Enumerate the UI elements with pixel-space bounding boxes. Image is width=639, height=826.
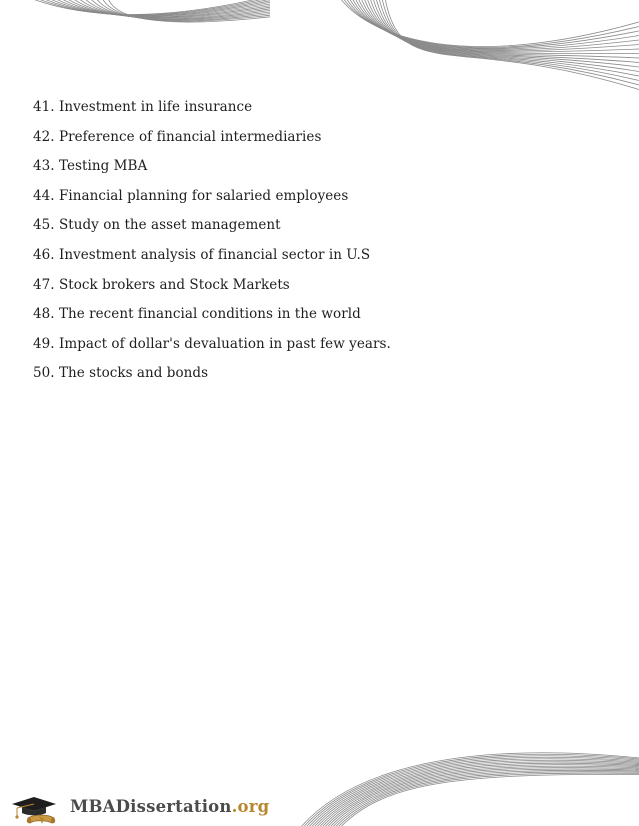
wave-line [84,0,270,19]
wave-line [340,774,639,826]
list-item: 48. The recent financial conditions in the world [33,306,361,323]
wave-line [102,0,270,21]
wave-line [54,0,270,16]
wave-line [318,763,639,826]
wave-line [66,0,270,17]
wave-line [321,765,639,826]
wave-line [349,0,639,49]
wave-line [329,769,639,826]
graduation-cap-diploma-icon [8,792,68,826]
list-item: 43. Testing MBA [33,158,148,175]
wave-line [303,754,639,826]
wave-line [313,760,639,826]
bottom-right-wave-lines [300,753,639,826]
list-item: 42. Preference of financial intermediaries [33,128,322,145]
list-item: 45. Study on the asset management [33,217,281,234]
top-left-wave-lines [30,0,270,22]
wave-line [385,0,639,90]
brand-name: MBADissertation [70,797,232,816]
wave-line [358,0,639,52]
brand-logo [8,792,270,826]
wave-line [42,0,270,15]
wave-line [334,772,639,826]
wave-line [78,0,270,19]
list-item: 46. Investment analysis of financial sector in U.S [33,246,371,263]
wave-line [300,753,639,826]
wave-line [96,0,270,21]
wave-line [340,0,639,47]
wave-line [382,0,639,85]
wave-line [30,0,270,15]
list-item: 41. Investment in life insurance [33,99,253,115]
wave-line [346,0,639,48]
wave-line [311,759,639,826]
wave-line [326,767,639,826]
wave-line [48,0,270,16]
wave-line [316,762,639,826]
wave-line [355,0,639,51]
wave-line [337,773,639,826]
wave-line [361,0,639,54]
brand-wordmark [70,797,269,816]
wave-line [90,0,270,20]
brand-tld: .org [231,797,270,816]
top-right-wave-lines [340,0,639,90]
wave-line [108,0,270,22]
wave-line [379,0,639,81]
wave-line [373,0,639,72]
list-item: 50. The stocks and bonds [33,365,209,382]
wave-line [60,0,270,17]
list-item: 44. Financial planning for salaried employees [33,187,349,204]
wave-line [343,0,639,47]
wave-line [332,770,639,826]
wave-line [364,0,639,58]
wave-line [308,757,639,826]
list-item: 49. Impact of dollar's devaluation in past few years. [33,335,391,352]
wave-line [367,0,639,63]
topic-list [33,93,391,389]
wave-line [370,0,639,67]
list-item: 47. Stock brokers and Stock Markets [33,276,290,293]
wave-line [376,0,639,76]
wave-line [36,0,270,15]
wave-line [324,766,639,826]
wave-line [72,0,270,18]
wave-line [305,756,639,826]
wave-line [352,0,639,50]
